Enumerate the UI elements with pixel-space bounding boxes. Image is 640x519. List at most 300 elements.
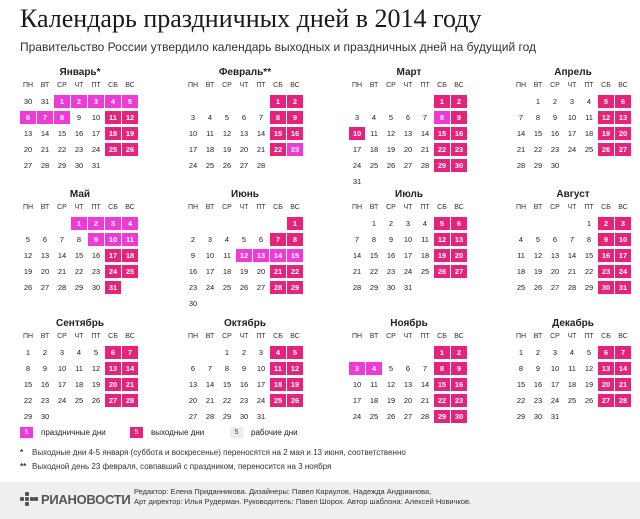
day-cell: 23 bbox=[188, 283, 198, 292]
day-cell: 16 bbox=[74, 129, 84, 138]
weekday-header bbox=[513, 82, 633, 92]
day-cell: 2 bbox=[598, 217, 614, 230]
week-row bbox=[20, 95, 140, 108]
day-cell: 7 bbox=[122, 346, 138, 359]
weekday-label: ЧТ bbox=[567, 204, 577, 211]
week-row bbox=[349, 159, 469, 172]
day-cell: 6 bbox=[615, 95, 631, 108]
day-cell: 20 bbox=[256, 267, 266, 276]
day-cell: 22 bbox=[369, 267, 379, 276]
legend-holiday-swatch: 5 bbox=[20, 427, 33, 438]
day-cell: 26 bbox=[91, 396, 101, 405]
day-cell: 2 bbox=[71, 95, 87, 108]
day-cell: 26 bbox=[584, 396, 594, 405]
day-cell: 5 bbox=[598, 95, 614, 108]
day-cell: 24 bbox=[352, 412, 362, 421]
day-cell: 4 bbox=[569, 348, 575, 357]
day-cell: 10 bbox=[567, 113, 577, 122]
week-row bbox=[20, 111, 140, 124]
empty-cell bbox=[202, 95, 218, 108]
week-row bbox=[185, 394, 305, 407]
week-row bbox=[20, 143, 140, 156]
weekday-label: ПН bbox=[22, 333, 34, 340]
week-row bbox=[20, 127, 140, 140]
credits-line-2: Арт директор: Илья Рудерман. Руководитель: Павел Шорох. Автор шаблона: Алексей Новичков. bbox=[134, 497, 472, 506]
page-title: Календарь праздничных дней в 2014 году bbox=[20, 4, 482, 33]
day-cell: 24 bbox=[91, 145, 101, 154]
week-row bbox=[513, 394, 633, 407]
month-block bbox=[349, 67, 469, 191]
month-name: Июль bbox=[395, 189, 423, 200]
weekday-label: СР bbox=[386, 204, 396, 211]
day-cell: 2 bbox=[287, 95, 303, 108]
month-block bbox=[20, 189, 140, 297]
day-cell: 8 bbox=[76, 235, 82, 244]
day-cell: 8 bbox=[25, 364, 31, 373]
empty-cell bbox=[598, 159, 614, 172]
empty-cell bbox=[54, 217, 70, 230]
day-cell: 18 bbox=[584, 129, 594, 138]
day-cell: 2 bbox=[241, 348, 247, 357]
weekday-label: ВТ bbox=[40, 333, 50, 340]
day-cell: 2 bbox=[42, 348, 48, 357]
week-row bbox=[185, 233, 305, 246]
day-cell: 26 bbox=[533, 283, 543, 292]
week-row bbox=[513, 410, 633, 423]
weekday-label: СБ bbox=[108, 204, 118, 211]
empty-cell bbox=[564, 159, 580, 172]
day-cell: 7 bbox=[422, 364, 428, 373]
day-cell: 26 bbox=[386, 161, 396, 170]
day-cell: 26 bbox=[287, 394, 303, 407]
legend-weekend-label: выходные дни bbox=[151, 428, 205, 437]
empty-cell bbox=[270, 410, 286, 423]
weekday-label: СБ bbox=[601, 82, 611, 89]
weekday-label: ВС bbox=[290, 82, 300, 89]
day-cell: 15 bbox=[533, 129, 543, 138]
day-cell: 1 bbox=[371, 219, 377, 228]
empty-cell bbox=[105, 159, 121, 172]
day-cell: 4 bbox=[366, 362, 382, 375]
empty-cell bbox=[547, 217, 563, 230]
page-subtitle: Правительство России утвердило календарь выходных и праздничных дней на будущий год bbox=[20, 40, 537, 54]
day-cell: 23 bbox=[287, 143, 303, 156]
weekday-label: ЧТ bbox=[567, 82, 577, 89]
day-cell: 11 bbox=[421, 235, 429, 244]
day-cell: 15 bbox=[57, 129, 67, 138]
empty-cell bbox=[270, 159, 286, 172]
day-cell: 21 bbox=[615, 378, 631, 391]
weekday-label: ЧТ bbox=[567, 333, 577, 340]
empty-cell bbox=[366, 346, 382, 359]
day-cell: 29 bbox=[584, 283, 594, 292]
day-cell: 17 bbox=[91, 129, 101, 138]
day-cell: 3 bbox=[569, 97, 575, 106]
day-cell: 30 bbox=[23, 97, 33, 106]
day-cell: 28 bbox=[205, 412, 215, 421]
day-cell: 11 bbox=[585, 113, 593, 122]
day-cell: 20 bbox=[403, 145, 413, 154]
day-cell: 24 bbox=[205, 283, 215, 292]
weekday-header bbox=[349, 333, 469, 343]
day-cell: 27 bbox=[23, 161, 33, 170]
weekday-label: ПН bbox=[351, 204, 363, 211]
day-cell: 3 bbox=[405, 219, 411, 228]
day-cell: 9 bbox=[88, 233, 104, 246]
day-cell: 16 bbox=[451, 378, 467, 391]
day-cell: 19 bbox=[91, 380, 101, 389]
week-row bbox=[185, 95, 305, 108]
day-cell: 18 bbox=[369, 396, 379, 405]
day-cell: 16 bbox=[287, 127, 303, 140]
empty-cell bbox=[253, 297, 269, 310]
day-cell: 31 bbox=[352, 177, 362, 186]
day-cell: 10 bbox=[205, 251, 215, 260]
day-cell: 21 bbox=[420, 145, 430, 154]
day-cell: 5 bbox=[93, 348, 99, 357]
day-cell: 26 bbox=[122, 143, 138, 156]
empty-cell bbox=[513, 217, 529, 230]
day-cell: 31 bbox=[91, 161, 101, 170]
month-block bbox=[185, 189, 305, 313]
day-cell: 4 bbox=[422, 219, 428, 228]
empty-cell bbox=[615, 159, 631, 172]
ria-logo bbox=[20, 490, 130, 508]
day-cell: 2 bbox=[451, 346, 467, 359]
weekday-label: ВС bbox=[290, 333, 300, 340]
week-row bbox=[185, 265, 305, 278]
empty-cell bbox=[219, 217, 235, 230]
weekday-label: СР bbox=[550, 204, 560, 211]
day-cell: 26 bbox=[386, 412, 396, 421]
day-cell: 17 bbox=[105, 249, 121, 262]
day-cell: 8 bbox=[270, 111, 286, 124]
day-cell: 17 bbox=[615, 249, 631, 262]
month-block bbox=[513, 67, 633, 175]
day-cell: 17 bbox=[188, 145, 198, 154]
day-cell: 27 bbox=[615, 143, 631, 156]
weekday-label: ВС bbox=[454, 204, 464, 211]
empty-cell bbox=[185, 346, 201, 359]
day-cell: 12 bbox=[598, 111, 614, 124]
empty-cell bbox=[202, 297, 218, 310]
weekday-label: ПТ bbox=[420, 333, 430, 340]
day-cell: 20 bbox=[615, 127, 631, 140]
day-cell: 24 bbox=[567, 145, 577, 154]
weekday-label: СР bbox=[550, 82, 560, 89]
day-cell: 22 bbox=[584, 267, 594, 276]
day-cell: 2 bbox=[190, 235, 196, 244]
day-cell: 22 bbox=[287, 265, 303, 278]
day-cell: 5 bbox=[535, 235, 541, 244]
day-cell: 16 bbox=[40, 380, 50, 389]
empty-cell bbox=[366, 95, 382, 108]
week-row bbox=[513, 233, 633, 246]
day-cell: 13 bbox=[615, 111, 631, 124]
weekday-label: ПН bbox=[351, 82, 363, 89]
day-cell: 28 bbox=[352, 283, 362, 292]
day-cell: 24 bbox=[105, 265, 121, 278]
ria-logo-icon bbox=[20, 490, 38, 508]
day-cell: 8 bbox=[518, 364, 524, 373]
day-cell: 14 bbox=[516, 129, 526, 138]
day-cell: 2 bbox=[552, 97, 558, 106]
empty-cell bbox=[253, 95, 269, 108]
day-cell: 9 bbox=[241, 364, 247, 373]
footnote-text: Выходные дни 4-5 января (суббота и воскресенье) переносятся на 2 мая и 13 июня, соответственно bbox=[32, 448, 406, 457]
weekday-label: СБ bbox=[108, 333, 118, 340]
weekday-label: ЧТ bbox=[403, 82, 413, 89]
month-block bbox=[20, 67, 140, 175]
day-cell: 12 bbox=[434, 233, 450, 246]
day-cell: 15 bbox=[74, 251, 84, 260]
day-cell: 4 bbox=[371, 113, 377, 122]
day-cell: 9 bbox=[451, 362, 467, 375]
month-name: Ноябрь bbox=[390, 318, 428, 329]
day-cell: 23 bbox=[451, 143, 467, 156]
week-row bbox=[349, 175, 469, 188]
day-cell: 23 bbox=[386, 267, 396, 276]
day-cell: 23 bbox=[598, 265, 614, 278]
day-cell: 6 bbox=[405, 364, 411, 373]
empty-cell bbox=[219, 297, 235, 310]
week-row bbox=[513, 265, 633, 278]
day-cell: 7 bbox=[569, 235, 575, 244]
weekday-label: ЧТ bbox=[239, 82, 249, 89]
day-cell: 23 bbox=[451, 394, 467, 407]
day-cell: 24 bbox=[403, 267, 413, 276]
weekday-label: ВТ bbox=[205, 333, 215, 340]
day-cell: 17 bbox=[567, 129, 577, 138]
day-cell: 11 bbox=[122, 233, 138, 246]
day-cell: 19 bbox=[434, 249, 450, 262]
weekday-label: ЧТ bbox=[74, 333, 84, 340]
week-row bbox=[513, 217, 633, 230]
empty-cell bbox=[287, 410, 303, 423]
day-cell: 5 bbox=[388, 364, 394, 373]
day-cell: 12 bbox=[533, 251, 543, 260]
weekday-label: СР bbox=[550, 333, 560, 340]
week-row bbox=[185, 159, 305, 172]
day-cell: 24 bbox=[57, 396, 67, 405]
day-cell: 24 bbox=[256, 396, 266, 405]
weekday-label: ПН bbox=[351, 333, 363, 340]
day-cell: 20 bbox=[239, 145, 249, 154]
weekday-label: ПТ bbox=[584, 82, 594, 89]
week-row bbox=[20, 265, 140, 278]
day-cell: 17 bbox=[352, 396, 362, 405]
day-cell: 13 bbox=[239, 129, 249, 138]
day-cell: 25 bbox=[122, 265, 138, 278]
week-row bbox=[513, 362, 633, 375]
weekday-label: ВТ bbox=[40, 82, 50, 89]
day-cell: 5 bbox=[25, 235, 31, 244]
day-cell: 26 bbox=[598, 143, 614, 156]
legend-holiday bbox=[20, 427, 106, 438]
empty-cell bbox=[287, 159, 303, 172]
week-row bbox=[349, 265, 469, 278]
empty-cell bbox=[349, 217, 365, 230]
weekday-label: ПТ bbox=[256, 82, 266, 89]
day-cell: 29 bbox=[533, 161, 543, 170]
week-row bbox=[185, 362, 305, 375]
day-cell: 4 bbox=[105, 95, 121, 108]
day-cell: 15 bbox=[434, 127, 450, 140]
day-cell: 10 bbox=[352, 380, 362, 389]
week-row bbox=[185, 111, 305, 124]
day-cell: 14 bbox=[270, 249, 286, 262]
weekday-label: ВС bbox=[290, 204, 300, 211]
weekday-header bbox=[20, 204, 140, 214]
weekday-header bbox=[513, 204, 633, 214]
day-cell: 1 bbox=[270, 95, 286, 108]
month-name: Апрель bbox=[554, 67, 592, 78]
day-cell: 7 bbox=[354, 235, 360, 244]
empty-cell bbox=[615, 410, 631, 423]
day-cell: 9 bbox=[76, 113, 82, 122]
day-cell: 25 bbox=[205, 161, 215, 170]
weekday-label: ВТ bbox=[533, 204, 543, 211]
weekday-label: СР bbox=[57, 82, 67, 89]
day-cell: 8 bbox=[535, 113, 541, 122]
day-cell: 13 bbox=[188, 380, 198, 389]
day-cell: 13 bbox=[40, 251, 50, 260]
day-cell: 30 bbox=[188, 299, 198, 308]
legend-weekend-swatch: 5 bbox=[130, 427, 143, 438]
weekday-label: ПТ bbox=[256, 333, 266, 340]
day-cell: 6 bbox=[405, 113, 411, 122]
month-name: Март bbox=[396, 67, 422, 78]
day-cell: 21 bbox=[352, 267, 362, 276]
week-row bbox=[349, 281, 469, 294]
weekday-header bbox=[349, 204, 469, 214]
day-cell: 31 bbox=[105, 281, 121, 294]
day-cell: 31 bbox=[256, 412, 266, 421]
empty-cell bbox=[202, 346, 218, 359]
empty-cell bbox=[417, 281, 433, 294]
day-cell: 14 bbox=[567, 251, 577, 260]
empty-cell bbox=[417, 175, 433, 188]
day-cell: 5 bbox=[241, 235, 247, 244]
empty-cell bbox=[451, 281, 467, 294]
month-name: Сентябрь bbox=[56, 318, 104, 329]
empty-cell bbox=[270, 217, 286, 230]
empty-cell bbox=[383, 346, 399, 359]
day-cell: 19 bbox=[386, 145, 396, 154]
day-cell: 7 bbox=[422, 113, 428, 122]
day-cell: 29 bbox=[57, 161, 67, 170]
day-cell: 3 bbox=[258, 348, 264, 357]
weekday-label: СБ bbox=[108, 82, 118, 89]
week-row bbox=[349, 233, 469, 246]
weekday-label: ПН bbox=[515, 82, 527, 89]
day-cell: 8 bbox=[54, 111, 70, 124]
month-block bbox=[185, 67, 305, 175]
day-cell: 5 bbox=[122, 95, 138, 108]
day-cell: 10 bbox=[105, 233, 121, 246]
day-cell: 30 bbox=[91, 283, 101, 292]
day-cell: 28 bbox=[516, 161, 526, 170]
weekday-header bbox=[185, 333, 305, 343]
day-cell: 13 bbox=[253, 249, 269, 262]
day-cell: 12 bbox=[23, 251, 33, 260]
day-cell: 22 bbox=[434, 394, 450, 407]
weekday-label: ВС bbox=[125, 204, 135, 211]
day-cell: 19 bbox=[122, 127, 138, 140]
day-cell: 4 bbox=[122, 217, 138, 230]
day-cell: 27 bbox=[403, 412, 413, 421]
empty-cell bbox=[349, 95, 365, 108]
day-cell: 22 bbox=[270, 143, 286, 156]
empty-cell bbox=[71, 410, 87, 423]
day-cell: 15 bbox=[584, 251, 594, 260]
day-cell: 9 bbox=[451, 111, 467, 124]
empty-cell bbox=[451, 175, 467, 188]
day-cell: 12 bbox=[222, 129, 232, 138]
weekday-label: СБ bbox=[437, 333, 447, 340]
empty-cell bbox=[185, 95, 201, 108]
day-cell: 21 bbox=[205, 396, 215, 405]
day-cell: 13 bbox=[451, 233, 467, 246]
day-cell: 19 bbox=[584, 380, 594, 389]
day-cell: 12 bbox=[122, 111, 138, 124]
day-cell: 14 bbox=[122, 362, 138, 375]
day-cell: 27 bbox=[40, 283, 50, 292]
empty-cell bbox=[270, 297, 286, 310]
week-row bbox=[349, 143, 469, 156]
day-cell: 2 bbox=[451, 95, 467, 108]
ria-logo-text: РИАНОВОСТИ bbox=[41, 491, 131, 507]
weekday-header bbox=[513, 333, 633, 343]
day-cell: 3 bbox=[105, 217, 121, 230]
day-cell: 22 bbox=[57, 145, 67, 154]
day-cell: 6 bbox=[190, 364, 196, 373]
day-cell: 16 bbox=[188, 267, 198, 276]
day-cell: 27 bbox=[403, 161, 413, 170]
weekday-label: СР bbox=[222, 82, 232, 89]
day-cell: 24 bbox=[615, 265, 631, 278]
day-cell: 3 bbox=[349, 362, 365, 375]
month-name: Декабрь bbox=[552, 318, 594, 329]
week-row bbox=[20, 217, 140, 230]
day-cell: 18 bbox=[516, 267, 526, 276]
day-cell: 10 bbox=[256, 364, 266, 373]
month-block bbox=[349, 189, 469, 297]
day-cell: 11 bbox=[517, 251, 525, 260]
weekday-label: ВТ bbox=[369, 82, 379, 89]
day-cell: 19 bbox=[23, 267, 33, 276]
weekday-label: ЧТ bbox=[239, 333, 249, 340]
day-cell: 21 bbox=[256, 145, 266, 154]
day-cell: 18 bbox=[205, 145, 215, 154]
day-cell: 3 bbox=[59, 348, 65, 357]
month-block bbox=[513, 189, 633, 297]
day-cell: 23 bbox=[74, 145, 84, 154]
empty-cell bbox=[434, 175, 450, 188]
day-cell: 28 bbox=[615, 394, 631, 407]
week-row bbox=[349, 127, 469, 140]
week-row bbox=[349, 410, 469, 423]
weekday-header bbox=[20, 82, 140, 92]
empty-cell bbox=[417, 346, 433, 359]
empty-cell bbox=[581, 410, 597, 423]
weekday-label: ЧТ bbox=[403, 333, 413, 340]
month-block bbox=[349, 318, 469, 426]
weekday-label: ВС bbox=[618, 204, 628, 211]
day-cell: 17 bbox=[352, 145, 362, 154]
day-cell: 31 bbox=[550, 412, 560, 421]
footnote-mark: * bbox=[20, 448, 24, 457]
